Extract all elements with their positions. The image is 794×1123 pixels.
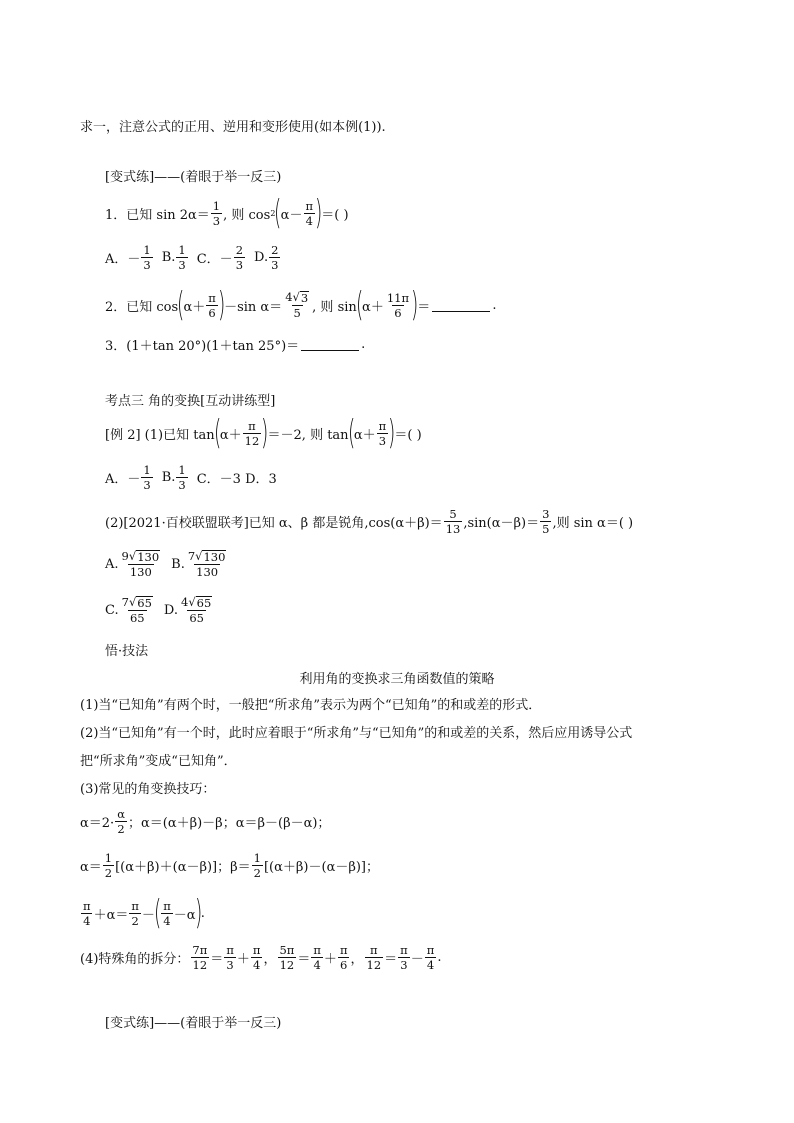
fraction: $\frac{\pi}{6}$ bbox=[339, 943, 348, 972]
strategy-point-2b: 把“所求角”变成“已知角”． bbox=[80, 754, 237, 769]
section-header: [变式练]——(着眼于举一反三) bbox=[105, 170, 282, 185]
strategy-title: 利用角的变换求三角函数值的策略 bbox=[299, 672, 495, 687]
fraction: 4√ 3 5 bbox=[285, 290, 309, 320]
example-2-part-2-options-ab: A. 9√ 130 130 B. 7√ 130 130 bbox=[105, 550, 229, 578]
example-2-part-2: (2)[2021·百校联盟联考]已知 α、β 都是锐角,cos(α＋β)＝ $\frac{5}{13}$ ,sin(α－β)＝ $\frac{3}{5}$ ,则 sin α＝( ) bbox=[105, 507, 634, 536]
fraction: 4√ 65 65 bbox=[181, 595, 212, 625]
fraction: $\frac{\pi}{4}$ bbox=[252, 943, 261, 972]
example-2-options: A．－ $\frac{1}{3}$ B. $\frac{1}{3}$ C．－3 D．3 bbox=[105, 463, 277, 492]
fraction: 7√ 65 65 bbox=[121, 595, 152, 625]
fraction: $\frac{\pi}{3}$ bbox=[378, 418, 387, 448]
question-1-options: A．－ $\frac{1}{3}$ B. $\frac{1}{3}$ C．－ $\frac{2}{3}$ D. $\frac{2}{3}$ bbox=[105, 243, 279, 272]
fraction: $\frac{\pi}{3}$ bbox=[400, 943, 408, 972]
fraction: $\frac{5}{13}$ bbox=[445, 507, 461, 536]
fraction: $\frac{\pi}{4}$ bbox=[163, 898, 171, 928]
fraction: 7√ 130 130 bbox=[187, 549, 226, 579]
fraction: $\frac{\pi}{4}$ bbox=[313, 943, 321, 972]
strategy-point-4: (4)特殊角的拆分： $\frac{7\pi}{12}$ ＝ $\frac{\pi}{3}$ ＋ $\frac{\pi}{4}$ ， $\frac{5\pi}{12}$ ＝ $\frac{\pi}{4}$ ＋ $\frac{\pi}{6}$ ， $\frac{\pi}{12}$ ＝ $\frac{\pi}{3}$ － $\frac{\pi}{4}$ . bbox=[80, 943, 442, 972]
strategy-point-3: (3)常见的角变换技巧： bbox=[80, 782, 216, 797]
fraction: $\frac{1}{3}$ bbox=[212, 198, 221, 228]
fraction: $\frac{\pi}{4}$ bbox=[305, 198, 314, 228]
question-1: 1．已知 sin 2α＝ $\frac{1}{3}$ , 则 cos 2 ( α－ $\frac{\pi}{4}$ ) ＝( ) bbox=[105, 193, 349, 233]
fraction: $\frac{3}{5}$ bbox=[542, 507, 550, 536]
example-2-part-1: [例 2] (1)已知 tan ( α＋ $\frac{\pi}{12}$ ) ＝－2, 则 tan ( α＋ $\frac{\pi}{3}$ ) ＝( ) bbox=[105, 413, 422, 453]
fraction: $\frac{1}{3}$ bbox=[178, 243, 186, 272]
fraction: $\frac{2}{3}$ bbox=[271, 243, 279, 272]
fraction: $\frac{1}{2}$ bbox=[104, 851, 113, 880]
fraction: $\frac{\pi}{12}$ bbox=[244, 418, 260, 448]
fraction: 9√ 130 130 bbox=[121, 549, 160, 579]
fraction: $\frac{\pi}{4}$ bbox=[83, 898, 91, 928]
fraction: $\frac{\pi}{2}$ bbox=[131, 898, 139, 928]
section-title: 考点三 角的变换[互动讲练型] bbox=[105, 394, 276, 409]
fraction: $\frac{1}{2}$ bbox=[253, 851, 261, 880]
fraction: $\frac{11\pi}{6}$ bbox=[386, 290, 410, 320]
fraction: $\frac{7\pi}{12}$ bbox=[192, 943, 208, 972]
fraction: $\frac{\pi}{6}$ bbox=[208, 290, 216, 320]
question-2: 2．已知 cos ( α＋ $\frac{\pi}{6}$ ) －sin α＝ 4√ 3 5 , 则 sin ( α＋ $\frac{11\pi}{6}$ ) ＝ . bbox=[105, 285, 497, 325]
fraction: $\frac{2}{3}$ bbox=[235, 243, 244, 272]
intro-text: 求一，注意公式的正用、逆用和变形使用(如本例(1)). bbox=[80, 120, 386, 135]
fraction: $\frac{\pi}{3}$ bbox=[226, 943, 234, 972]
fraction: $\frac{\pi}{12}$ bbox=[366, 943, 382, 972]
fraction: $\frac{1}{3}$ bbox=[178, 463, 186, 492]
question-3: 3．(1＋tan 20°)(1＋tan 25°)＝ . bbox=[105, 337, 366, 354]
fraction: $\frac{\pi}{4}$ bbox=[426, 943, 435, 972]
answer-blank bbox=[432, 299, 490, 312]
fraction: $\frac{1}{3}$ bbox=[143, 463, 151, 492]
technique-label: 悟·技法 bbox=[105, 644, 149, 659]
formula-line-3: $\frac{\pi}{4}$ ＋α＝ $\frac{\pi}{2}$ － ( $\frac{\pi}{4}$ －α ) . bbox=[83, 893, 205, 933]
fraction: $\frac{1}{3}$ bbox=[143, 243, 151, 272]
formula-line-2: α＝ $\frac{1}{2}$ [(α＋β)＋(α－β)]；β＝ $\frac{1}{2}$ [(α＋β)－(α－β)]； bbox=[80, 851, 380, 880]
fraction: $\frac{5\pi}{12}$ bbox=[279, 943, 295, 972]
example-2-part-2-options-cd: C. 7√ 65 65 D. 4√ 65 65 bbox=[105, 596, 215, 624]
answer-blank bbox=[301, 338, 359, 351]
section-header-2: [变式练]——(着眼于举一反三) bbox=[105, 1016, 282, 1031]
formula-line-1: α＝2· $\frac{\alpha}{2}$ ；α＝(α＋β)－β；α＝β－(β－α)； bbox=[80, 807, 331, 836]
fraction: $\frac{\alpha}{2}$ bbox=[117, 807, 125, 836]
strategy-point-2a: (2)当“已知角”有一个时，此时应着眼于“所求角”与“已知角”的和或差的关系，然后应用诱导公式 bbox=[80, 726, 633, 741]
strategy-point-1: (1)当“已知角”有两个时，一般把“所求角”表示为两个“已知角”的和或差的形式． bbox=[80, 698, 542, 713]
